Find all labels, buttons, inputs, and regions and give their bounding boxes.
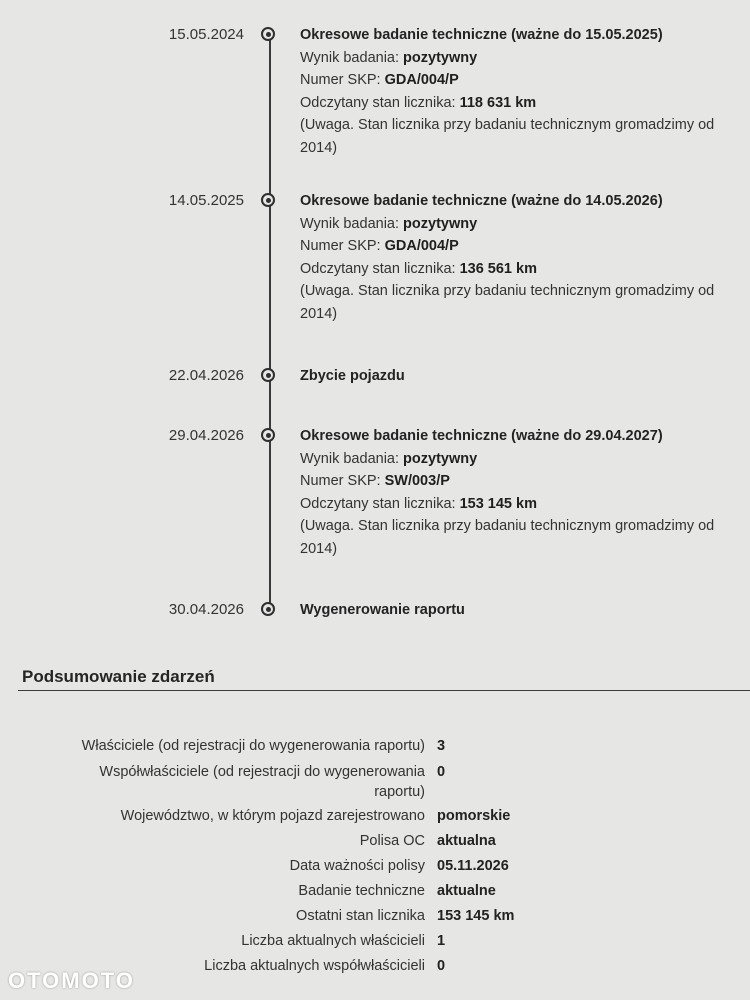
- summary-row-value: 3: [437, 738, 446, 754]
- summary-row-value: 1: [437, 933, 446, 949]
- summary-divider: [18, 690, 750, 691]
- summary-row-value: aktualna: [437, 833, 496, 849]
- event-odometer: Odczytany stan licznika: 118 631 km: [300, 94, 537, 111]
- summary-row-label: Liczba aktualnych współwłaścicieli: [204, 958, 425, 974]
- event-body: [300, 365, 740, 388]
- event-title: Wygenerowanie raportu: [300, 602, 465, 618]
- timeline-line: [269, 34, 271, 610]
- timeline-node-icon: [261, 193, 275, 207]
- timeline-node-icon: [261, 428, 275, 442]
- summary-row-value: 0: [437, 764, 446, 780]
- summary-row-value: 153 145 km: [437, 908, 515, 924]
- summary-row-label: Współwłaściciele (od rejestracji do wygenerowania raportu): [99, 764, 425, 800]
- event-odometer: Odczytany stan licznika: 153 145 km: [300, 495, 537, 512]
- event-skp: Numer SKP: GDA/004/P: [300, 238, 459, 254]
- timeline-node-icon: [261, 27, 275, 41]
- timeline-node-icon: [261, 602, 275, 616]
- summary-row-label: Właściciele (od rejestracji do wygenerowania raportu): [81, 738, 425, 754]
- summary-row-value: aktualne: [437, 883, 496, 899]
- event-body: [300, 24, 740, 159]
- summary-heading: Podsumowanie zdarzeń: [22, 667, 215, 686]
- event-title: Okresowe badanie techniczne (ważne do 15.05.2025): [300, 27, 663, 43]
- event-body: [300, 190, 740, 325]
- summary-row-value: 0: [437, 958, 446, 974]
- event-body: [300, 599, 740, 622]
- event-body: [300, 425, 740, 560]
- event-result: Wynik badania: pozytywny: [300, 49, 478, 66]
- event-note: (Uwaga. Stan licznika przy badaniu technicznym gromadzimy od 2014): [300, 518, 715, 557]
- event-note: (Uwaga. Stan licznika przy badaniu technicznym gromadzimy od 2014): [300, 117, 715, 156]
- event-title: Okresowe badanie techniczne (ważne do 29.04.2027): [300, 428, 663, 444]
- event-date: 15.05.2024: [168, 26, 244, 43]
- event-date: 22.04.2026: [168, 367, 244, 384]
- timeline-node-icon: [261, 368, 275, 382]
- event-title: Zbycie pojazdu: [300, 368, 405, 384]
- event-result: Wynik badania: pozytywny: [300, 215, 478, 232]
- summary-row-value: 05.11.2026: [437, 858, 509, 874]
- summary-row-label: Województwo, w którym pojazd zarejestrowano: [120, 808, 425, 824]
- event-title: Okresowe badanie techniczne (ważne do 14.05.2026): [300, 193, 663, 209]
- summary-row-value: pomorskie: [437, 808, 511, 824]
- otomoto-watermark: OTOMOTO: [8, 968, 135, 993]
- event-odometer: Odczytany stan licznika: 136 561 km: [300, 260, 537, 277]
- event-date: 14.05.2025: [168, 192, 244, 209]
- summary-row-label: Data ważności polisy: [289, 858, 425, 874]
- event-skp: Numer SKP: GDA/004/P: [300, 72, 459, 88]
- event-note: (Uwaga. Stan licznika przy badaniu technicznym gromadzimy od 2014): [300, 283, 715, 322]
- summary-row-label: Polisa OC: [359, 833, 425, 849]
- event-skp: Numer SKP: SW/003/P: [300, 473, 450, 489]
- summary-row-label: Badanie techniczne: [298, 883, 425, 899]
- event-date: 30.04.2026: [168, 601, 244, 618]
- event-date: 29.04.2026: [168, 427, 244, 444]
- summary-row-label: Liczba aktualnych właścicieli: [241, 933, 425, 949]
- summary-row-label: Ostatni stan licznika: [296, 908, 425, 924]
- event-result: Wynik badania: pozytywny: [300, 450, 478, 467]
